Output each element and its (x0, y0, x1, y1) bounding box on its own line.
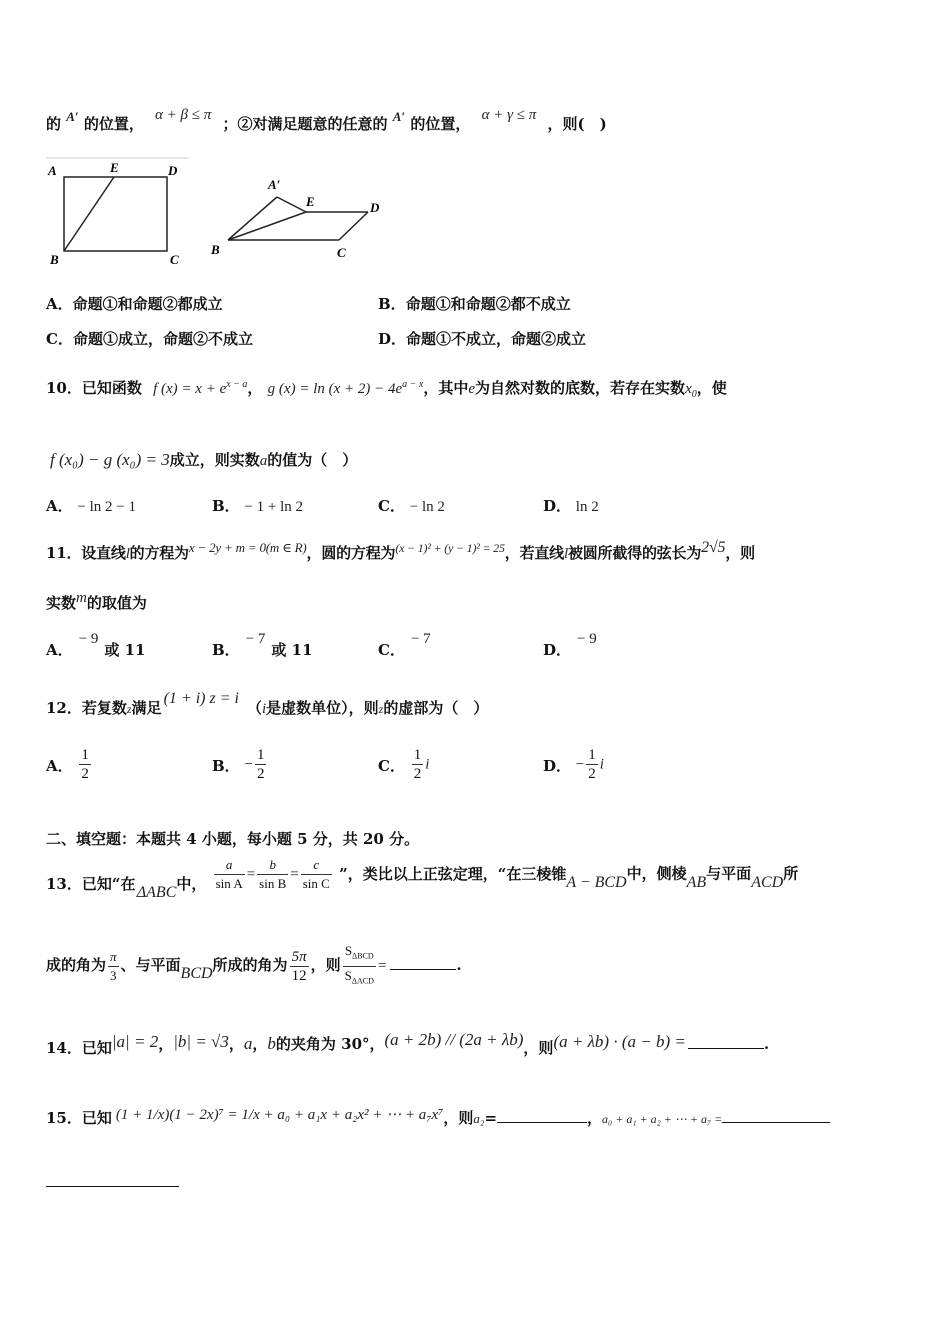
q10-f: f $(x) = x + e^{x - a}$ (153, 379, 248, 397)
fig2-label-b: B (211, 242, 220, 257)
q11-line1: 11．设直线l的方程为x − 2y + m = 0(m ∈ R)，圆的方程为$^{(x - 1)^2 + (y - 1)^2 = 25}$，若直线l被圆所截得的弦长为2√5，则 (46, 539, 755, 562)
q12-z: z (126, 702, 132, 716)
q10-e: e (468, 381, 476, 397)
q15-coefficient-sum: a₀ + a₁ + a₂ + ⋯ + a₇ = (602, 1112, 723, 1126)
q10-a: a (259, 453, 268, 469)
q9-text-d: 的位置， (410, 115, 471, 133)
q15-a2: a₂ (473, 1111, 485, 1126)
fig1-label-d: D (168, 163, 178, 178)
q9-option-c: C．命题①成立，命题②不成立 (46, 330, 253, 348)
q9-text-b: 的位置， (83, 115, 144, 133)
q13-answer-blank[interactable] (390, 955, 456, 970)
fig2-label-a: A′ (268, 177, 281, 192)
q12-option-d: D． − $\frac{1}{2}$ i (543, 747, 604, 782)
fig1-label-e: E (110, 160, 119, 175)
q14-line: 14．已知|a| = 2，|b| = √3，a，b的夹角为 30°，(a + 2b) // (2a + λb)，则(a + λb) · (a − b) = . (46, 1030, 770, 1057)
q12-i: i (261, 701, 267, 717)
q13-line1: 13．已知“在 ΔABC中， $\frac{a}{\text{sin A}}$ = $\frac{b}{\text{sin B}}$ = $\frac{c}{\text{sin C}}$ ”，类比以上正弦定理，“在三棱锥A − BCD中，侧棱AB与平面ACD所 (46, 857, 799, 901)
q9-text-a: 的 (46, 115, 62, 133)
q13-tetrahedron: A − BCD (566, 873, 627, 891)
q12-line1: 12．若复数z满足(1 + i) z = i（i是虚数单位），则z的虚部为（ ） (46, 690, 489, 717)
q9-option-d: D．命题①不成立，命题②成立 (378, 330, 587, 348)
q11-option-a: A．− 9或 11 (46, 631, 146, 659)
q11-chord: 2√5 (701, 539, 726, 556)
q9-sym-a1: A′ (66, 109, 79, 124)
q14-dot-product: (a + λb) · (a − b) = (553, 1032, 686, 1051)
q9-figure-rectangle (46, 158, 189, 267)
q9-option-a: A．命题①和命题②都成立 (46, 295, 223, 313)
q13-line2: 成的角为 $\frac{\pi}{3}$ 、与平面BCD所成的角为 $\frac{5\pi}{12}$ ，则 $\frac{S_{\Delta BCD}}{S_{\Delta ACD}}$ = . (46, 943, 462, 986)
q12-option-b: B． − $\frac{1}{2}$ (212, 747, 265, 782)
q12-option-a: A． $\frac{1}{2}$ (46, 747, 89, 782)
q9-text-e: ，则( ) (547, 115, 607, 133)
q10-option-d: D． ln 2 (543, 497, 599, 515)
q11-line2: 实数m的取值为 (46, 590, 147, 612)
q9-cond1: α + β ≤ π (155, 107, 212, 123)
q10-option-c: C． − ln 2 (378, 497, 445, 515)
q9-option-b: B．命题①和命题②都不成立 (378, 295, 571, 313)
q10-number: 10．已知函数 (46, 379, 142, 397)
q12-option-c: C． $\frac{1}{2}$ i (378, 747, 430, 782)
q9-sym-a2: A′ (392, 109, 406, 124)
q14-abs-b: |b| = √3 (173, 1032, 229, 1051)
q10-line1: 10．已知函数 f $(x) = x + e^{x - a}$， g $(x) = \ln (x + 2) - 4e^{a - x}$，其中e为自然对数的底数，若存在实数$x_0$，使 (46, 379, 727, 400)
fig1-label-b: B (50, 252, 59, 267)
q12-equation: (1 + i) z = i (163, 690, 239, 707)
q10-g: g $(x) = \ln (x + 2) - 4e^{a - x}$ (267, 379, 424, 397)
q15-expansion: (1 + 1/x)(1 − 2x)⁷ = 1/x + a₀ + a₁x + a₂x² + ⋯ + a₇x⁷ (115, 1107, 444, 1123)
q10-option-b: B． − 1 + ln 2 (212, 497, 304, 515)
fig2-label-d: D (370, 200, 380, 215)
section-2-heading: 二、填空题：本题共 4 小题，每小题 5 分，共 20 分。 (46, 830, 420, 848)
q14-answer-blank[interactable] (688, 1034, 764, 1049)
q11-option-d: D．− 9 (543, 631, 597, 659)
q10-condition: f (x₀) − g (x₀) = 3 (50, 450, 170, 469)
q9-intro-line (46, 107, 607, 135)
q10-x0: $x_0$ (685, 381, 697, 400)
q11-option-b: B．− 7或 11 (212, 631, 313, 659)
q15-answer-blank-1[interactable] (497, 1108, 587, 1123)
fig2-label-e: E (306, 194, 315, 209)
q10-option-a: A． − ln 2 − 1 (46, 497, 137, 515)
q14-abs-a: |a| = 2 (111, 1032, 159, 1051)
q9-text-c: ；②对满足题意的任意的 (222, 115, 388, 133)
fig1-label-a: A (48, 163, 57, 178)
q9-figures (44, 154, 394, 268)
q11-l: l (125, 546, 130, 562)
q11-m: m (76, 590, 87, 606)
q14-parallel: (a + 2b) // (2a + λb) (384, 1030, 524, 1049)
q15-answer-blank-2[interactable] (722, 1108, 830, 1123)
fig1-label-c: C (170, 252, 179, 267)
q9-cond2: α + γ ≤ π (481, 107, 537, 123)
q15-line: 15．已知 (1 + 1/x)(1 − 2x)⁷ = 1/x + a₀ + a₁x + a₂x² + ⋯ + a₇x⁷，则a₂= ，a₀ + a₁ + a₂ + ⋯ + a₇ = (46, 1108, 830, 1129)
q15-answer-blank-continued[interactable] (46, 1186, 179, 1187)
fig2-label-c: C (337, 245, 346, 260)
q11-circle-equation: (x − 1)² + (y − 1)² = 25 (395, 541, 505, 555)
q9-figure-folded (210, 177, 380, 260)
q13-triangle: ΔABC (136, 883, 177, 901)
q11-line-equation: x − 2y + m = 0(m ∈ R) (188, 540, 307, 555)
q11-option-c: C．− 7 (378, 631, 431, 659)
q10-line2: f (x₀) − g (x₀) = 3成立，则实数a的值为（ ） (50, 450, 358, 469)
